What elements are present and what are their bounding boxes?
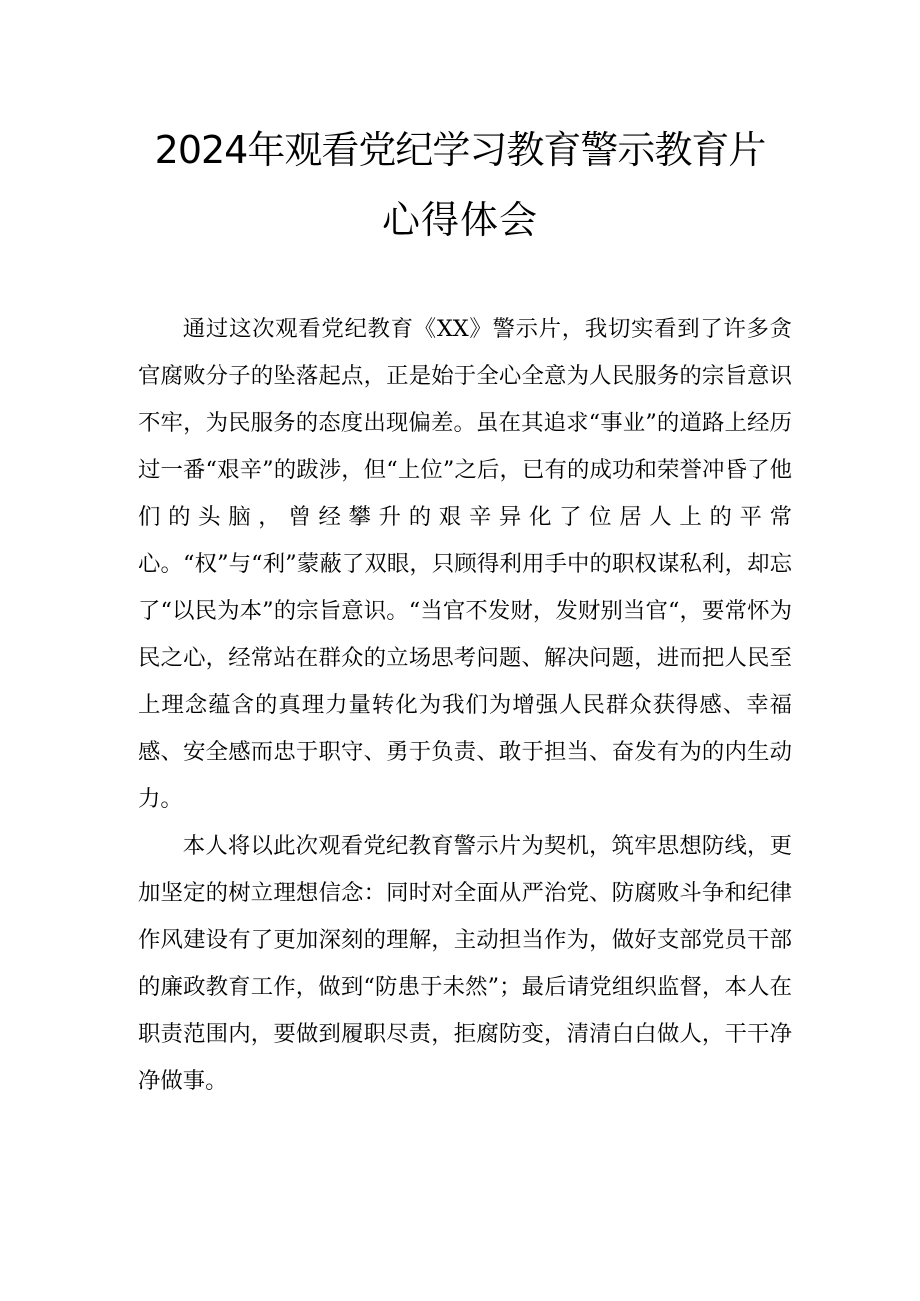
paragraph-1: 通过这次观看党纪教育《XX》警示片，我切实看到了许多贪官腐败分子的坠落起点，正是始于全心全意为人民服务的宗旨意识不牢，为民服务的态度出现偏差。虽在其追求“事业”的道路上经历过一番“艰辛”的跋涉，但“上位”之后，已有的成功和荣誉冲昏了他们的头脑，曾经攀升的艰辛异化了位居人上的平常心。“权”与“利”蒙蔽了双眼，只顾得利用手中的职权谋私利，却忘了“以民为本”的宗旨意识。“当官不发财，发财别当官“，要常怀为民之心，经常站在群众的立场思考问题、解决问题，进而把人民至上理念蕴含的真理力量转化为我们为增强人民群众获得感、幸福感、安全感而忠于职守、勇于负责、敢于担当、奋发有为的内生动力。	[138, 316, 792, 812]
paragraph-2: 本人将以此次观看党纪教育警示片为契机，筑牢思想防线，更加坚定的树立理想信念：同时对全面从严治党、防腐败斗争和纪律作风建设有了更加深刻的理解，主动担当作为，做好支部党员干部的廉政教育工作，做到“防患于未然”；最后请党组织监督，本人在职责范围内，要做到履职尽责，拒腐防变，清清白白做人，干干净净做事。	[138, 833, 792, 1094]
document-title-line-2: 心得体会	[381, 198, 538, 242]
document-body	[138, 306, 792, 1105]
document-title-line-1: 2024年观看党纪学习教育警示教育片	[154, 128, 766, 172]
